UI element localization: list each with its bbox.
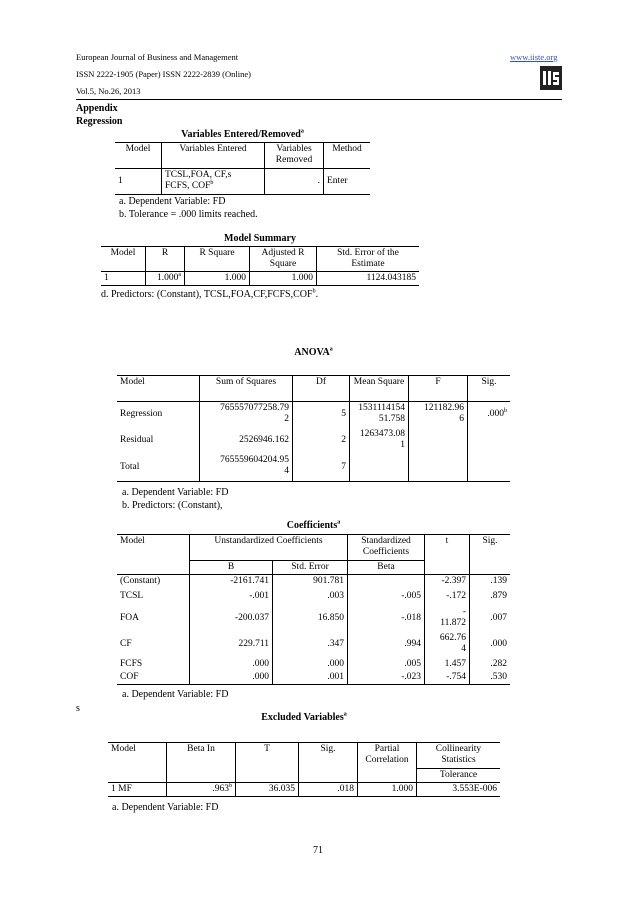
subheader-b: B	[190, 561, 273, 575]
model-summary-title: Model Summary	[224, 233, 296, 244]
sig-cell: .000$^b$	[468, 402, 511, 428]
col-header-collinearity: Collinearity Statistics	[417, 743, 501, 769]
b-cell: .000	[190, 658, 273, 671]
col-header-mean-square: Mean Square	[350, 376, 409, 402]
sig-cell: .282	[470, 658, 511, 671]
table-row	[117, 632, 510, 658]
table-row	[117, 590, 510, 606]
tolerance-cell: 3.553E-006	[417, 783, 501, 797]
b-cell: -2161.741	[190, 575, 273, 590]
col-header-model: Model	[115, 143, 162, 169]
table-row	[117, 658, 510, 671]
sig-cell: .879	[470, 590, 511, 606]
anova-table	[117, 375, 510, 482]
b-cell: -200.037	[190, 606, 273, 632]
row-label: CF	[120, 639, 132, 649]
df-cell: 7	[293, 454, 350, 482]
ss-cell: 765559604204.95 4	[200, 454, 293, 482]
col-header-standardized: Standardized Coefficients	[348, 535, 425, 561]
beta-cell: .005	[348, 658, 425, 671]
df-cell: 5	[293, 402, 350, 428]
vars-entered-cell: TCSL,FOA, CF,s FCFS, COF$^b$	[162, 169, 265, 195]
t-cell: -2.397	[425, 575, 470, 590]
f-cell: 121182.96 6	[409, 402, 468, 428]
col-header-method: Method	[324, 143, 371, 169]
se-cell: 16.850	[273, 606, 348, 632]
col-header-unstandardized: Unstandardized Coefficients	[190, 535, 348, 561]
row-label: (Constant)	[117, 575, 190, 590]
volume-line: Vol.5, No.26, 2013	[76, 86, 141, 96]
sig-cell	[468, 454, 511, 482]
beta-cell: -.018	[348, 606, 425, 632]
beta-cell: -.023	[348, 671, 425, 685]
col-header-f: F	[409, 376, 468, 402]
col-header-t: T	[236, 743, 299, 783]
std-error-cell: 1124.043185	[317, 272, 420, 286]
col-header-partial-correlation: Partial Correlation	[358, 743, 417, 783]
subheader-beta: Beta	[348, 561, 425, 575]
anova-note-b: b. Predictors: (Constant),	[122, 500, 223, 511]
subheader-tolerance: Tolerance	[417, 769, 501, 783]
model-summary-table	[101, 246, 419, 286]
se-cell: .000	[273, 658, 348, 671]
row-label: FOA	[120, 613, 140, 623]
sig-cell: .018	[299, 783, 358, 797]
method-cell: Enter	[324, 169, 371, 195]
col-header-r-square: R Square	[185, 247, 250, 272]
vars-entered-note-a: a. Dependent Variable: FD	[119, 196, 226, 207]
col-header-model: Model	[117, 535, 190, 575]
sig-cell: .530	[470, 671, 511, 685]
row-label: Residual	[120, 435, 154, 445]
coefficients-note: a. Dependent Variable: FD	[122, 689, 229, 700]
partial-cell: 1.000	[358, 783, 417, 797]
iiste-logo-icon	[540, 66, 562, 90]
col-header-std-error: Std. Error of the Estimate	[317, 247, 420, 272]
ss-cell: 2526946.162	[200, 428, 293, 454]
col-header-adjusted-r-square: Adjusted R Square	[250, 247, 317, 272]
col-header-sig: Sig.	[299, 743, 358, 783]
se-cell: .347	[273, 632, 348, 658]
col-header-vars-removed: Variables Removed	[265, 143, 324, 169]
row-label: COF	[117, 671, 190, 685]
t-cell: -.172	[425, 590, 470, 606]
anova-note-a: a. Dependent Variable: FD	[122, 487, 229, 498]
regression-heading: Regression	[76, 116, 123, 127]
table-row	[117, 606, 510, 632]
coefficients-title: Coefficients$^a$	[286, 519, 341, 531]
r-cell: 1.000$^a$	[146, 272, 185, 286]
beta-in-cell: .963$^b$	[167, 783, 236, 797]
issn-line: ISSN 2222-1905 (Paper) ISSN 2222-2839 (Online)	[76, 69, 251, 79]
b-cell: .000	[190, 671, 273, 685]
table-row	[117, 671, 510, 685]
t-cell: -.754	[425, 671, 470, 685]
table-row	[117, 575, 510, 590]
table-row	[117, 402, 510, 428]
col-header-sum-of-squares: Sum of Squares	[200, 376, 293, 402]
se-cell: .003	[273, 590, 348, 606]
page-number: 71	[313, 845, 323, 856]
iiste-logo	[540, 66, 562, 90]
stray-text: s	[76, 703, 80, 714]
ms-cell: 1531114154 51.758	[350, 402, 409, 428]
table-row	[117, 454, 510, 482]
excluded-note: a. Dependent Variable: FD	[112, 802, 219, 813]
col-header-t: t	[425, 535, 470, 575]
row-label: Total	[117, 454, 200, 482]
sig-cell: .000	[470, 632, 511, 658]
col-header-beta-in: Beta In	[167, 743, 236, 783]
f-cell	[409, 428, 468, 454]
appendix-heading: Appendix	[76, 103, 118, 114]
col-header-model: Model	[101, 247, 146, 272]
coefficients-table	[117, 534, 510, 685]
vars-removed-cell: .	[265, 169, 324, 195]
excluded-title: Excluded Variables$^a$	[261, 711, 347, 723]
journal-name: European Journal of Business and Management	[76, 52, 239, 62]
t-cell: 1.457	[425, 658, 470, 671]
se-cell: 901.781	[273, 575, 348, 590]
subheader-std-error: Std. Error	[273, 561, 348, 575]
sig-cell	[468, 428, 511, 454]
table-row	[108, 783, 500, 797]
model-cell: 1	[115, 169, 162, 195]
beta-cell: -.005	[348, 590, 425, 606]
row-label: Regression	[120, 409, 163, 420]
f-cell	[409, 454, 468, 482]
anova-title: ANOVA$^a$	[294, 346, 333, 358]
row-label: TCSL	[120, 590, 144, 601]
col-header-r: R	[146, 247, 185, 272]
model-summary-note: d. Predictors: (Constant), TCSL,FOA,CF,FCFS,COF$^b$.	[101, 288, 319, 300]
beta-cell	[348, 575, 425, 590]
beta-cell: .994	[348, 632, 425, 658]
r-square-cell: 1.000	[185, 272, 250, 286]
t-cell: 662.76 4	[425, 632, 470, 658]
col-header-df: Df	[293, 376, 350, 402]
b-cell: -.001	[190, 590, 273, 606]
col-header-model: Model	[117, 376, 200, 402]
b-cell: 229.711	[190, 632, 273, 658]
model-cell: 1	[101, 272, 146, 286]
col-header-vars-entered: Variables Entered	[162, 143, 265, 169]
ms-cell	[350, 454, 409, 482]
vars-entered-title: Variables Entered/Removed$^a$	[181, 128, 304, 140]
row-label: FCFS	[120, 658, 143, 669]
col-header-model: Model	[108, 743, 167, 783]
journal-url-link[interactable]: www.iiste.org	[510, 52, 558, 62]
vars-entered-table	[115, 142, 370, 195]
model-cell: 1 MF	[108, 783, 167, 797]
t-cell: - 11.872	[425, 606, 470, 632]
se-cell: .001	[273, 671, 348, 685]
t-cell: 36.035	[236, 783, 299, 797]
adjusted-r-cell: 1.000	[250, 272, 317, 286]
col-header-sig: Sig.	[468, 376, 511, 402]
df-cell: 2	[293, 428, 350, 454]
sig-cell: .007	[470, 606, 511, 632]
header-divider	[76, 99, 562, 100]
ss-cell: 765557077258.79 2	[200, 402, 293, 428]
sig-cell: .139	[470, 575, 511, 590]
ms-cell: 1263473.08 1	[350, 428, 409, 454]
col-header-sig: Sig.	[470, 535, 511, 575]
table-row	[117, 428, 510, 454]
vars-entered-note-b: b. Tolerance = .000 limits reached.	[119, 209, 258, 220]
excluded-table	[108, 742, 500, 797]
